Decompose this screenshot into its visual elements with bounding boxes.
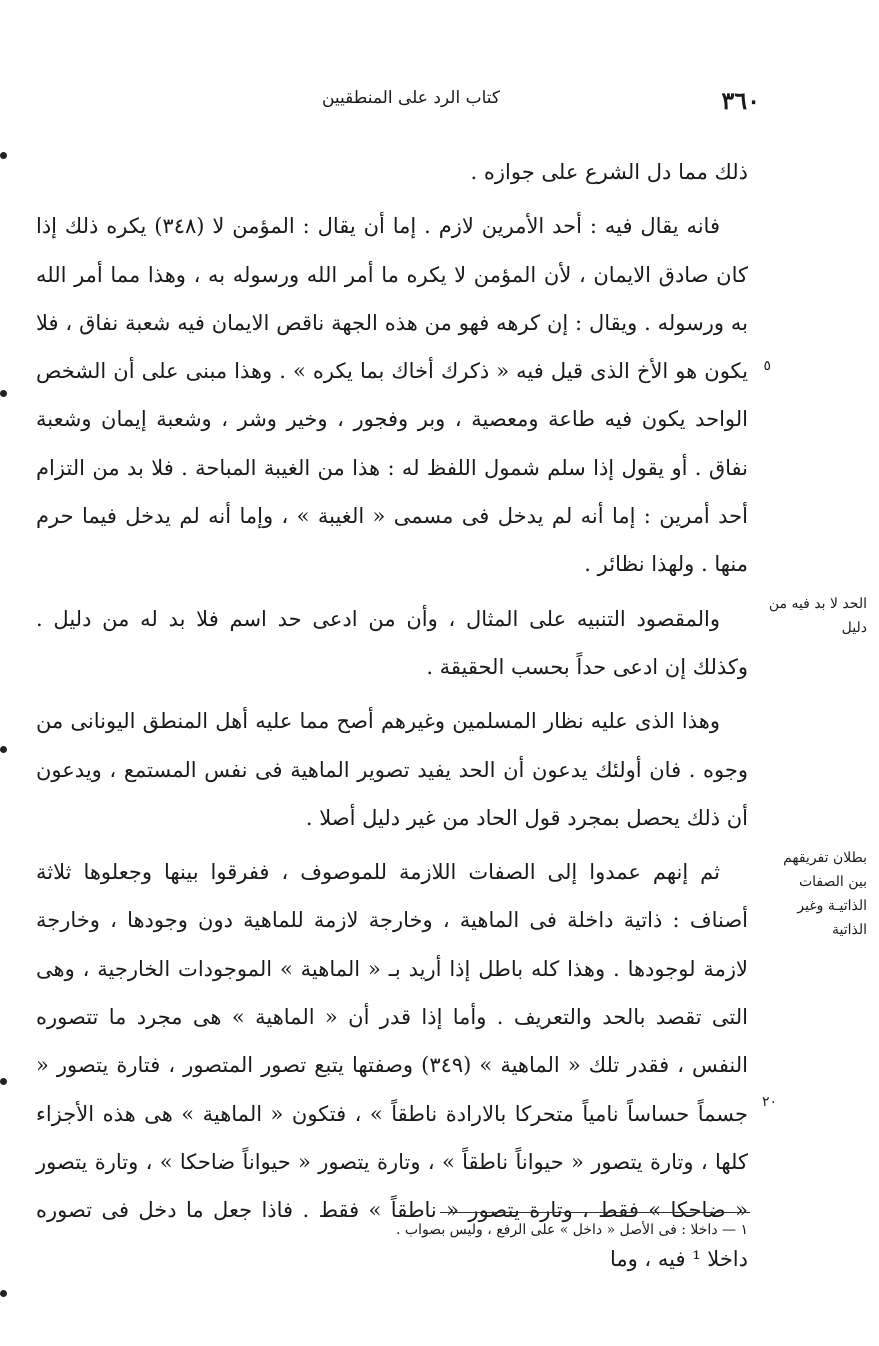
main-text bbox=[36, 148, 748, 1283]
footnote-divider bbox=[440, 1212, 750, 1213]
margin-mark bbox=[0, 746, 7, 753]
paragraph: فانه يقال فيه : أحد الأمرين لازم . إما أن يقال : المؤمن لا (٣٤٨) يكره ذلك إذا كان صادق الايمان ، لأن المؤمن لا يكره ما أمر الله ورسوله به ، وهذا مما أمر الله به ورسوله . ويقال : إن كرهه فهو من هذه الجهة ناقص الايمان فيه شعبة نفاق ، فلا يكون هو الأخ الذى قيل فيه « ذكرك أخاك بما يكره » . وهذا مبنى على أن الشخص الواحد يكون فيه طاعة ومعصية ، وبر وفجور ، وخير وشر ، وشعبة إيمان وشعبة نفاق . أو يقول إذا سلم شمول اللفظ له : هذا من الغيبة المباحة . فلا بد من التزام أحد أمرين : إما أنه لم يدخل فى مسمى « الغيبة » ، وإما أنه لم يدخل فيما حرم منها . ولهذا نظائر . bbox=[36, 214, 748, 577]
page-number: ٣٦٠ bbox=[721, 86, 760, 115]
paragraph: وهذا الذى عليه نظار المسلمين وغيرهم أصح مما عليه أهل المنطق اليونانى من وجوه . فان أولئك يدعون أن الحد يفيد تصوير الماهية فى نفس المستمع ، ويدعون أن ذلك يحصل بمجرد قول الحاد من غير دليل أصلا . bbox=[36, 709, 748, 830]
paragraph: ذلك مما دل الشرع على جوازه . bbox=[470, 160, 748, 184]
margin-mark bbox=[0, 1290, 7, 1297]
paragraph: والمقصود التنبيه على المثال ، وأن من ادعى حد اسم فلا بد له من دليل . وكذلك إن ادعى حداً بحسب الحقيقة . bbox=[36, 606, 748, 679]
page-header bbox=[40, 86, 760, 116]
margin-mark bbox=[0, 1078, 7, 1085]
side-note: الحد لا بد فيه من دليل bbox=[768, 596, 867, 636]
margin-mark bbox=[0, 390, 7, 397]
line-number-marker: ٥ bbox=[763, 358, 771, 374]
paragraph: ثم إنهم عمدوا إلى الصفات اللازمة للموصوف ، ففرقوا بينها وجعلوها ثلاثة أصناف : ذاتية داخلة فى الماهية ، وخارجة لازمة للماهية دون وجودها ، وخارجة لازمة لوجودها . وهذا كله باطل إذا أريد بـ « الماهية » الموجودات الخارجية ، وهى التى تقصد بالحد والتعريف . وأما إذا قدر أن « الماهية » هى مجرد ما تتصوره النفس ، فقدر تلك « الماهية » (٣٤٩) وصفتها يتبع تصور المتصور ، فتارة يتصور « جسماً حساساً نامياً متحركا بالارادة ناطقاً » ، فتكون « الماهية » هى هذه الأجزاء كلها ، وتارة يتصور « حيواناً ناطقاً » ، وتارة يتصور « حيواناً ضاحكا » ، وتارة يتصور « ضاحكا » فقط ، وتارة يتصور « ناطقاً » فقط . فاذا جعل ما دخل فى تصوره داخلا ¹ فيه ، وما bbox=[36, 860, 749, 1271]
footnote: ١ — داخلا : فى الأصل « داخل » على الرفع ، وليس بصواب . bbox=[395, 1222, 748, 1238]
margin-mark bbox=[0, 152, 7, 159]
line-number-marker: ٢٠ bbox=[761, 1094, 777, 1110]
side-note: بطلان تفريقهم بين الصفات الذاتيـة وغير الذاتية bbox=[783, 850, 867, 938]
running-title: كتاب الرد على المنطقيين bbox=[321, 88, 500, 108]
